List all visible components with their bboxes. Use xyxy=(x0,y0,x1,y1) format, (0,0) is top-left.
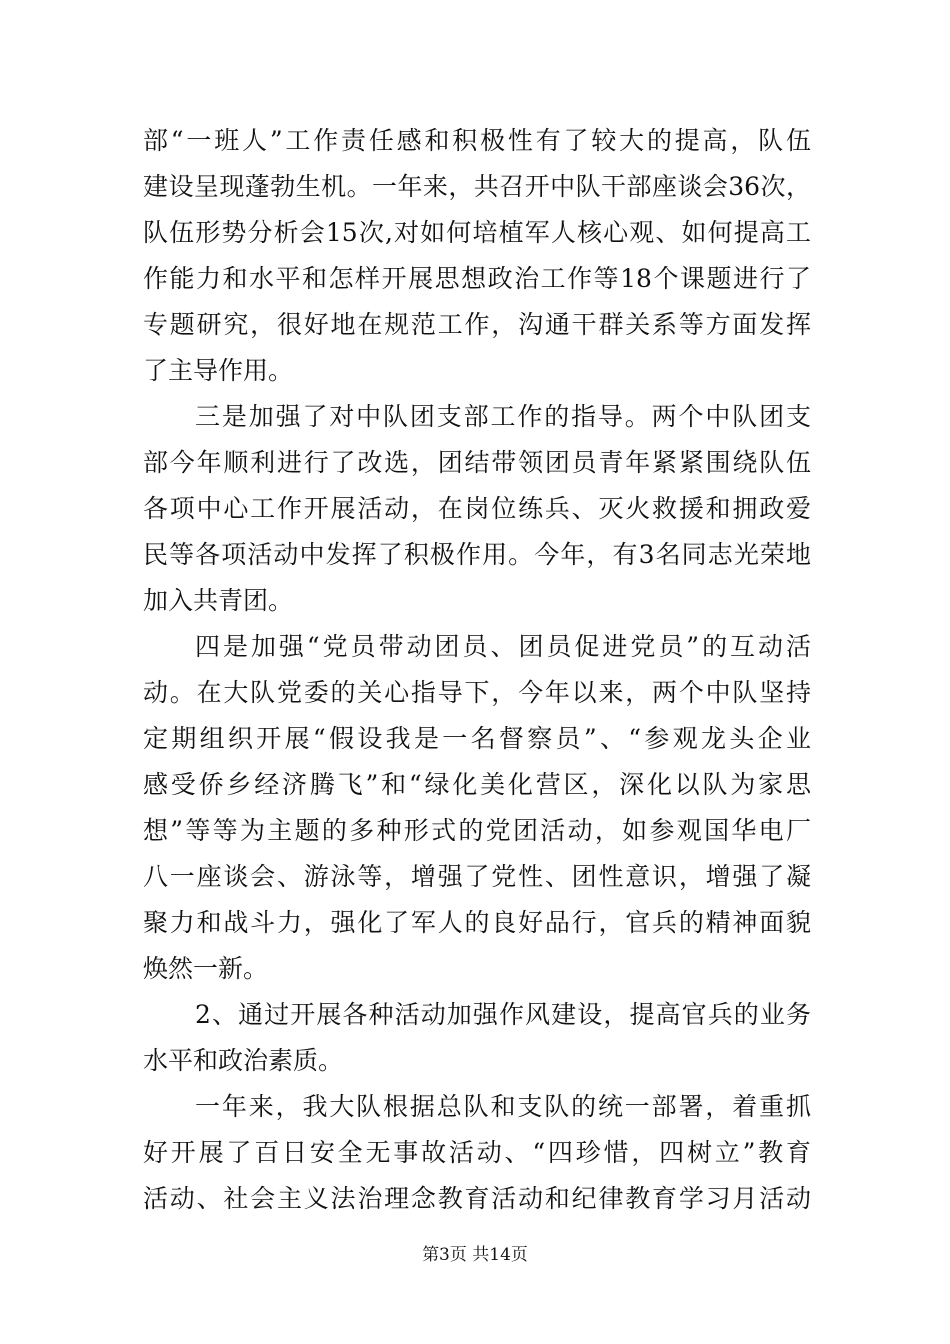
text-line: 部“一班人”工作责任感和积极性有了较大的提高，队伍 xyxy=(143,126,811,155)
text-line: 动。在大队党委的关心指导下，今年以来，两个中队坚持 xyxy=(143,678,811,707)
text-line: 加入共青团。 xyxy=(143,586,294,615)
text-line: 聚力和战斗力，强化了军人的良好品行，官兵的精神面貌 xyxy=(143,908,811,937)
text-line: 好开展了百日安全无事故活动、“四珍惜，四树立”教育 xyxy=(143,1138,811,1167)
text-line: 部今年顺利进行了改选，团结带领团员青年紧紧围绕队伍 xyxy=(143,448,811,477)
text-line: 建设呈现蓬勃生机。一年来，共召开中队干部座谈会36次， xyxy=(143,172,811,201)
paragraph xyxy=(143,394,811,624)
text-line: 了主导作用。 xyxy=(143,356,294,385)
text-line: 四是加强“党员带动团员、团员促进党员”的互动活 xyxy=(195,632,811,661)
text-line: 各项中心工作开展活动，在岗位练兵、灭火救援和拥政爱 xyxy=(143,494,811,523)
page-footer xyxy=(0,1240,950,1265)
text-line: 2、通过开展各种活动加强作风建设，提高官兵的业务 xyxy=(195,1000,811,1029)
text-line: 作能力和水平和怎样开展思想政治工作等18个课题进行了 xyxy=(143,264,811,293)
document-body xyxy=(143,118,811,1222)
text-line: 定期组织开展“假设我是一名督察员”、“参观龙头企业 xyxy=(143,724,811,753)
text-line: 专题研究，很好地在规范工作，沟通干群关系等方面发挥 xyxy=(143,310,811,339)
text-line: 民等各项活动中发挥了积极作用。今年，有3名同志光荣地 xyxy=(143,540,811,569)
text-line: 感受侨乡经济腾飞”和“绿化美化营区，深化以队为家思 xyxy=(143,770,811,799)
paragraph xyxy=(143,992,811,1084)
page-number-label: 第3页 共14页 xyxy=(422,1245,528,1265)
paragraph xyxy=(143,1084,811,1222)
text-line: 一年来，我大队根据总队和支队的统一部署，着重抓 xyxy=(195,1092,811,1121)
text-line: 活动、社会主义法治理念教育活动和纪律教育学习月活动 xyxy=(143,1184,811,1213)
text-line: 三是加强了对中队团支部工作的指导。两个中队团支 xyxy=(195,402,811,431)
text-line: 想”等等为主题的多种形式的党团活动，如参观国华电厂 xyxy=(143,816,811,845)
paragraph xyxy=(143,118,811,394)
text-line: 队伍形势分析会15次,对如何培植军人核心观、如何提高工 xyxy=(143,218,811,247)
text-line: 八一座谈会、游泳等，增强了党性、团性意识，增强了凝 xyxy=(143,862,811,891)
paragraph xyxy=(143,624,811,992)
text-line: 水平和政治素质。 xyxy=(143,1046,344,1075)
text-line: 焕然一新。 xyxy=(143,954,269,983)
